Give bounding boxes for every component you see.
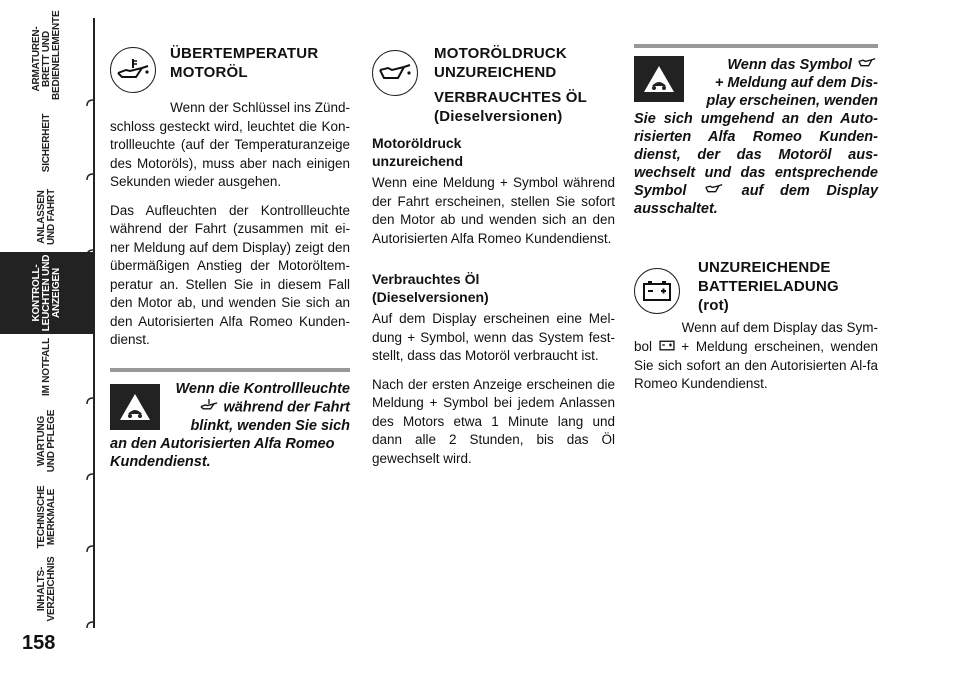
- subheading: (Dieselversionen): [372, 289, 489, 305]
- tab-label: INHALTS- VERZEICHNIS: [36, 556, 57, 622]
- warning-text: play erscheinen, wenden: [706, 93, 878, 110]
- paragraph: Wenn eine Meldung + Symbol während der Fahrt erscheinen, stellen Sie sofort den Motor ab und wenden sich an den Autorisierten Alfa Romeo Kundendienst.: [372, 175, 615, 246]
- warning-text: blinkt, wenden Sie sich: [190, 417, 350, 434]
- warning-text: Wenn das Symbol: [727, 57, 852, 73]
- section-heading: (Dieselversionen): [434, 108, 563, 125]
- column-battery: [634, 44, 878, 394]
- subheading: unzureichend: [372, 153, 464, 169]
- column-oil-temperature: [110, 40, 350, 471]
- warning-divider: [634, 44, 878, 48]
- tab-label: SICHERHEIT: [41, 113, 52, 173]
- section-heading: BATTERIELADUNG: [698, 278, 839, 296]
- tab-label: WARTUNG UND PFLEGE: [36, 409, 57, 473]
- tab-label: KONTROLL- LEUCHTEN UND ANZEIGEN: [31, 254, 62, 332]
- paragraph: Wenn auf dem Display das Sym-: [681, 320, 878, 336]
- warning-text: während der Fahrt: [223, 398, 350, 415]
- warning-triangle-icon: [110, 384, 160, 430]
- section-heading: MOTORÖL: [170, 64, 248, 81]
- oil-can-icon: [372, 50, 418, 96]
- battery-icon: [659, 338, 675, 357]
- paragraph: schloss gesteckt wird, leuchtet die Kon-trollleuchte (auf der Temperaturanzeige des Motoröls), muss aber nach einigen Sekunden wieder ausgehen.: [110, 118, 350, 189]
- tab-label: IM NOTFALL: [41, 338, 52, 396]
- tab-label: ANLASSEN UND FAHRT: [36, 189, 57, 245]
- tab-label: ARMATUREN- BRETT UND BEDIENELEMENTE: [31, 10, 62, 100]
- paragraph: + Meldung erscheinen, wenden Sie sich sofort an den Autorisierten Al-fa Romeo Kundendienst.: [634, 338, 878, 392]
- section-heading: MOTORÖLDRUCK: [434, 45, 567, 62]
- paragraph: Wenn der Schlüssel ins Zünd-: [170, 100, 350, 115]
- battery-icon: [634, 268, 680, 314]
- section-heading: ÜBERTEMPERATUR: [170, 45, 319, 62]
- oil-can-icon: [856, 56, 878, 74]
- warning-text: auf dem Display ausschaltet.: [634, 183, 879, 218]
- paragraph: bol: [634, 338, 653, 354]
- section-heading: (rot): [698, 297, 729, 315]
- subheading: Verbrauchtes Öl: [372, 271, 480, 287]
- subheading: Motoröldruck: [372, 135, 462, 151]
- warning-text: Sie sich umgehend an den Auto-risierten Alfa Romeo Kunden-dienst, der das Motoröl aus-wechselt und das entsprechende Symbol: [634, 111, 878, 200]
- oil-temperature-icon: [110, 47, 156, 93]
- warning-divider: [110, 368, 350, 372]
- section-heading: UNZUREICHENDE: [698, 259, 831, 277]
- paragraph: Auf dem Display erscheinen eine Mel-dung + Symbol, wenn das System fest-stellt, dass das Motoröl verbraucht ist.: [372, 311, 615, 363]
- tab-label: TECHNISCHE MERKMALE: [36, 485, 57, 549]
- chapter-sidebar: [0, 0, 96, 692]
- section-heading: VERBRAUCHTES ÖL: [434, 89, 588, 106]
- paragraph: Nach der ersten Anzeige erscheinen die Meldung + Symbol bei jedem Anlassen des Motors etwa 1 Minute lang und dann alle 2 Stunden, bis das Öl gewechselt wird.: [372, 376, 615, 466]
- column-oil-pressure: [372, 40, 615, 468]
- oil-can-icon: [703, 182, 725, 200]
- tab-dividers: [0, 0, 96, 692]
- warning-text: Wenn die Kontrollleuchte: [175, 380, 350, 397]
- warning-text: an den Autorisierten Alfa Romeo Kundendienst.: [110, 435, 335, 470]
- paragraph: Das Aufleuchten der Kontrollleuchte während der Fahrt (zusammen mit ei-ner Meldung auf dem Display) zeigt den übermäßigen Anstieg der Motoröltem-peratur an. Stellen Sie in diesem Fall den Motor ab, und wenden Sie sich an den Autorisierten Alfa Romeo Kunden-dienst.: [110, 202, 350, 347]
- oil-temperature-icon: [199, 398, 219, 417]
- page-number: 158: [22, 632, 56, 654]
- warning-text: + Meldung auf dem Dis-: [714, 75, 878, 92]
- warning-triangle-icon: [634, 56, 684, 102]
- section-heading: UNZUREICHEND: [434, 64, 557, 81]
